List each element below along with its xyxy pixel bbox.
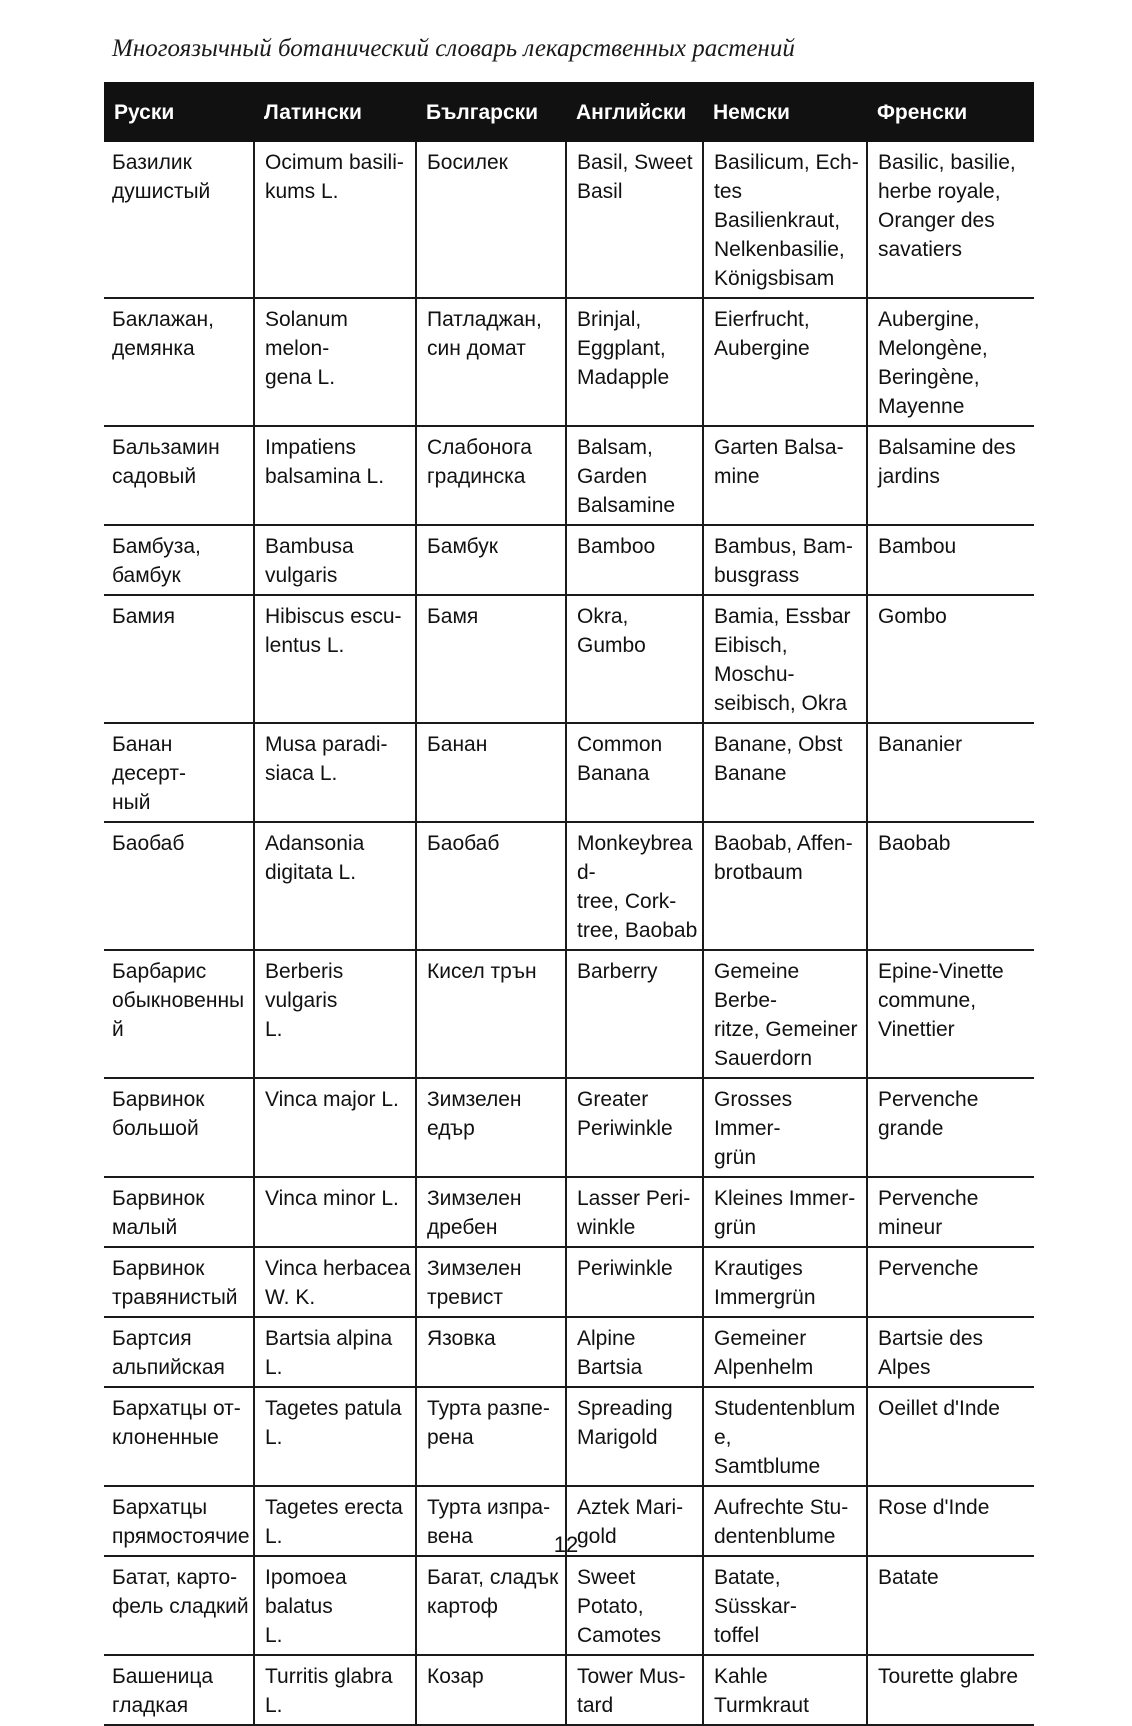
- table-row: [104, 426, 1034, 525]
- column-header-russian: Руски: [104, 82, 254, 142]
- cell-english: [566, 1556, 703, 1655]
- cell-text: Baobab: [878, 832, 951, 855]
- cell-french: [867, 1317, 1034, 1387]
- cell-text: Бальзамин садовый: [112, 436, 220, 488]
- cell-text: Krautiges Immergrün: [714, 1257, 816, 1309]
- cell-text: Brinjal, Eggplant, Madapple: [577, 308, 670, 389]
- cell-text: Eierfrucht, Aubergine: [714, 308, 810, 360]
- cell-english: [566, 822, 703, 950]
- cell-text: Balsamine des jardins: [878, 436, 1016, 488]
- cell-french: [867, 1078, 1034, 1177]
- cell-text: Pervenche grande: [878, 1088, 979, 1140]
- cell-text: Язовка: [427, 1327, 496, 1350]
- cell-text: Hibiscus escu- lentus L.: [265, 605, 402, 657]
- cell-text: Aufrechte Stu- dentenblume: [714, 1496, 849, 1548]
- cell-text: Барвинок малый: [112, 1187, 205, 1239]
- cell-text: Lasser Peri- winkle: [577, 1187, 691, 1239]
- table-row: [104, 142, 1034, 298]
- cell-text: Баобаб: [112, 832, 185, 855]
- cell-russian: [104, 298, 254, 426]
- cell-french: [867, 298, 1034, 426]
- cell-text: Бамя: [427, 605, 479, 628]
- cell-german: [703, 1247, 867, 1317]
- cell-bulgarian: [416, 1317, 566, 1387]
- cell-latin: [254, 950, 416, 1078]
- cell-text: Monkeybread- tree, Cork- tree, Baobab: [577, 832, 698, 942]
- table-row: [104, 1177, 1034, 1247]
- cell-german: [703, 1556, 867, 1655]
- cell-text: Pervenche: [878, 1257, 979, 1280]
- cell-text: Vinca minor L.: [265, 1187, 399, 1210]
- cell-text: Турта разпе- рена: [427, 1397, 550, 1449]
- cell-english: [566, 723, 703, 822]
- cell-latin: [254, 1655, 416, 1725]
- cell-russian: [104, 1177, 254, 1247]
- cell-text: Vinca major L.: [265, 1088, 399, 1111]
- cell-text: Bamboo: [577, 535, 656, 558]
- cell-text: Musa paradi- siaca L.: [265, 733, 388, 785]
- cell-text: Adansonia digitata L.: [265, 832, 365, 884]
- cell-text: Багат, сладък картоф: [427, 1566, 559, 1618]
- cell-text: Pervenche mineur: [878, 1187, 979, 1239]
- cell-text: Барвинок большой: [112, 1088, 205, 1140]
- cell-text: Sweet Potato, Camotes: [577, 1566, 662, 1647]
- cell-text: Berberis vulgaris L.: [265, 960, 344, 1041]
- cell-text: Periwinkle: [577, 1257, 673, 1280]
- cell-french: [867, 525, 1034, 595]
- cell-french: [867, 1247, 1034, 1317]
- cell-text: Слабонога градинска: [427, 436, 532, 488]
- table-row: [104, 822, 1034, 950]
- table-row: [104, 950, 1034, 1078]
- table-row: [104, 723, 1034, 822]
- cell-german: [703, 525, 867, 595]
- cell-english: [566, 1655, 703, 1725]
- table-row: [104, 1317, 1034, 1387]
- cell-text: Vinca herbacea W. K.: [265, 1257, 411, 1309]
- cell-text: Bartsie des Alpes: [878, 1327, 984, 1379]
- cell-text: Зимзелен едър: [427, 1088, 522, 1140]
- cell-text: Turritis glabra L.: [265, 1665, 393, 1717]
- column-header-latin: Латински: [254, 82, 416, 142]
- cell-bulgarian: [416, 298, 566, 426]
- cell-russian: [104, 1078, 254, 1177]
- cell-latin: [254, 142, 416, 298]
- cell-text: Бамия: [112, 605, 175, 628]
- cell-text: Бамбуза, бамбук: [112, 535, 201, 587]
- cell-german: [703, 426, 867, 525]
- cell-english: [566, 426, 703, 525]
- cell-russian: [104, 1387, 254, 1486]
- cell-german: [703, 298, 867, 426]
- cell-german: [703, 1177, 867, 1247]
- cell-latin: [254, 426, 416, 525]
- cell-english: [566, 298, 703, 426]
- cell-bulgarian: [416, 1177, 566, 1247]
- table-body: [104, 142, 1034, 1725]
- cell-english: [566, 1387, 703, 1486]
- cell-text: Козар: [427, 1665, 484, 1688]
- cell-text: Garten Balsa- mine: [714, 436, 844, 488]
- cell-text: Basil, Sweet Basil: [577, 151, 693, 203]
- cell-text: Bamia, Essbar Eibisch, Moschu- seibisch, Okra: [714, 605, 851, 715]
- cell-text: Spreading Marigold: [577, 1397, 673, 1449]
- cell-german: [703, 822, 867, 950]
- table-row: [104, 1247, 1034, 1317]
- cell-english: [566, 595, 703, 723]
- cell-russian: [104, 822, 254, 950]
- table-header-row: [104, 82, 1034, 142]
- cell-french: [867, 1177, 1034, 1247]
- cell-german: [703, 1387, 867, 1486]
- cell-bulgarian: [416, 525, 566, 595]
- cell-text: Bambusa vulgaris: [265, 535, 354, 587]
- cell-text: Rose d'Inde: [878, 1496, 990, 1519]
- table-row: [104, 595, 1034, 723]
- cell-text: Бартсия альпийская: [112, 1327, 225, 1379]
- cell-text: Tower Mus- tard: [577, 1665, 686, 1717]
- cell-text: Банан десерт- ный: [112, 733, 186, 814]
- cell-text: Impatiens balsamina L.: [265, 436, 385, 488]
- cell-text: Bambou: [878, 535, 957, 558]
- cell-text: Зимзелен тревист: [427, 1257, 522, 1309]
- cell-latin: [254, 1556, 416, 1655]
- cell-text: Greater Periwinkle: [577, 1088, 673, 1140]
- cell-bulgarian: [416, 1655, 566, 1725]
- cell-text: Kahle Turmkraut: [714, 1665, 809, 1717]
- cell-english: [566, 1247, 703, 1317]
- column-header-german: Немски: [703, 82, 867, 142]
- cell-text: Banane, Obst Banane: [714, 733, 843, 785]
- cell-french: [867, 1387, 1034, 1486]
- cell-text: Баклажан, демянка: [112, 308, 214, 360]
- cell-french: [867, 723, 1034, 822]
- cell-english: [566, 1078, 703, 1177]
- table-row: [104, 525, 1034, 595]
- cell-latin: [254, 1317, 416, 1387]
- cell-text: Bananier: [878, 733, 963, 756]
- cell-text: Gemeiner Alpenhelm: [714, 1327, 814, 1379]
- cell-french: [867, 142, 1034, 298]
- cell-text: Tagetes patula L.: [265, 1397, 402, 1449]
- cell-latin: [254, 723, 416, 822]
- cell-text: Oeillet d'Inde: [878, 1397, 1000, 1420]
- cell-text: Барвинок травянистый: [112, 1257, 238, 1309]
- page-number: 12: [553, 1532, 579, 1557]
- cell-text: Baobab, Affen- brotbaum: [714, 832, 853, 884]
- cell-russian: [104, 950, 254, 1078]
- cell-russian: [104, 1556, 254, 1655]
- cell-text: Common Banana: [577, 733, 663, 785]
- cell-latin: [254, 525, 416, 595]
- cell-bulgarian: [416, 1078, 566, 1177]
- cell-text: Турта изпра- вена: [427, 1496, 551, 1548]
- cell-german: [703, 595, 867, 723]
- cell-russian: [104, 723, 254, 822]
- cell-english: [566, 1177, 703, 1247]
- cell-text: Okra, Gumbo: [577, 605, 646, 657]
- cell-text: Босилек: [427, 151, 508, 174]
- cell-text: Solanum melon- gena L.: [265, 308, 348, 389]
- cell-bulgarian: [416, 142, 566, 298]
- cell-text: Башеница гладкая: [112, 1665, 214, 1717]
- dictionary-table: [104, 82, 1034, 1726]
- cell-latin: [254, 595, 416, 723]
- table-row: [104, 1556, 1034, 1655]
- cell-german: [703, 950, 867, 1078]
- cell-german: [703, 1317, 867, 1387]
- cell-russian: [104, 1247, 254, 1317]
- cell-bulgarian: [416, 1387, 566, 1486]
- cell-text: Studentenblume, Samtblume: [714, 1397, 856, 1478]
- cell-text: Kleines Immer- grün: [714, 1187, 856, 1239]
- cell-russian: [104, 525, 254, 595]
- cell-text: Gombo: [878, 605, 947, 628]
- cell-bulgarian: [416, 950, 566, 1078]
- cell-text: Tourette glabre: [878, 1665, 1019, 1688]
- cell-text: Бархатцы прямостоячие: [112, 1496, 250, 1548]
- cell-russian: [104, 1655, 254, 1725]
- cell-text: Barberry: [577, 960, 658, 983]
- cell-german: [703, 142, 867, 298]
- cell-text: Aztek Mari- gold: [577, 1496, 684, 1548]
- cell-latin: [254, 298, 416, 426]
- cell-text: Бамбук: [427, 535, 498, 558]
- table-row: [104, 1655, 1034, 1725]
- cell-english: [566, 525, 703, 595]
- cell-latin: [254, 1177, 416, 1247]
- cell-french: [867, 426, 1034, 525]
- cell-french: [867, 950, 1034, 1078]
- cell-text: Ipomoea balatus L.: [265, 1566, 347, 1647]
- cell-latin: [254, 822, 416, 950]
- cell-french: [867, 1556, 1034, 1655]
- cell-bulgarian: [416, 426, 566, 525]
- table-row: [104, 298, 1034, 426]
- cell-bulgarian: [416, 1247, 566, 1317]
- cell-bulgarian: [416, 822, 566, 950]
- column-header-french: Френски: [867, 82, 1034, 142]
- cell-french: [867, 822, 1034, 950]
- column-header-english: Английски: [566, 82, 703, 142]
- cell-bulgarian: [416, 595, 566, 723]
- cell-text: Balsam, Garden Balsamine: [577, 436, 676, 517]
- cell-text: Патладжан, син домат: [427, 308, 542, 360]
- cell-text: Alpine Bartsia: [577, 1327, 643, 1379]
- cell-text: Кисел трън: [427, 960, 537, 983]
- cell-latin: [254, 1078, 416, 1177]
- cell-english: [566, 142, 703, 298]
- cell-text: Батат, карто- фель сладкий: [112, 1566, 249, 1618]
- cell-text: Банан: [427, 733, 488, 756]
- cell-text: Баобаб: [427, 832, 500, 855]
- cell-text: Бархатцы от- клоненные: [112, 1397, 241, 1449]
- table-row: [104, 1078, 1034, 1177]
- cell-french: [867, 595, 1034, 723]
- cell-french: [867, 1655, 1034, 1725]
- cell-text: Batate: [878, 1566, 939, 1589]
- cell-text: Ocimum basili- kums L.: [265, 151, 404, 203]
- cell-text: Aubergine, Melongène, Beringène, Mayenne: [878, 308, 988, 418]
- cell-english: [566, 950, 703, 1078]
- cell-russian: [104, 142, 254, 298]
- cell-russian: [104, 426, 254, 525]
- cell-text: Grosses Immer- grün: [714, 1088, 793, 1169]
- column-header-bulgarian: Български: [416, 82, 566, 142]
- cell-text: Базилик душистый: [112, 151, 211, 203]
- cell-latin: [254, 1387, 416, 1486]
- cell-english: [566, 1317, 703, 1387]
- cell-text: Tagetes erecta L.: [265, 1496, 403, 1548]
- cell-russian: [104, 1317, 254, 1387]
- cell-russian: [104, 595, 254, 723]
- page-title: Многоязычный ботанический словарь лекарственных растений: [112, 35, 795, 62]
- cell-bulgarian: [416, 1556, 566, 1655]
- cell-text: Bartsia alpina L.: [265, 1327, 393, 1379]
- table-row: [104, 1387, 1034, 1486]
- cell-latin: [254, 1247, 416, 1317]
- cell-text: Bambus, Bam- busgrass: [714, 535, 853, 587]
- cell-text: Basilic, basilie, herbe royale, Oranger des savatiers: [878, 151, 1016, 261]
- cell-bulgarian: [416, 723, 566, 822]
- cell-german: [703, 1655, 867, 1725]
- cell-text: Зимзелен дребен: [427, 1187, 522, 1239]
- cell-german: [703, 1078, 867, 1177]
- cell-text: Gemeine Berbe- ritze, Gemeiner Sauerdorn: [714, 960, 858, 1070]
- cell-german: [703, 723, 867, 822]
- cell-text: Batate, Süsskar- toffel: [714, 1566, 797, 1647]
- cell-text: Epine-Vinette commune, Vinettier: [878, 960, 1004, 1041]
- cell-text: Basilicum, Ech- tes Basilienkraut, Nelkenbasilie, Königsbisam: [714, 151, 859, 290]
- cell-text: Барбарис обыкновенный: [112, 960, 245, 1041]
